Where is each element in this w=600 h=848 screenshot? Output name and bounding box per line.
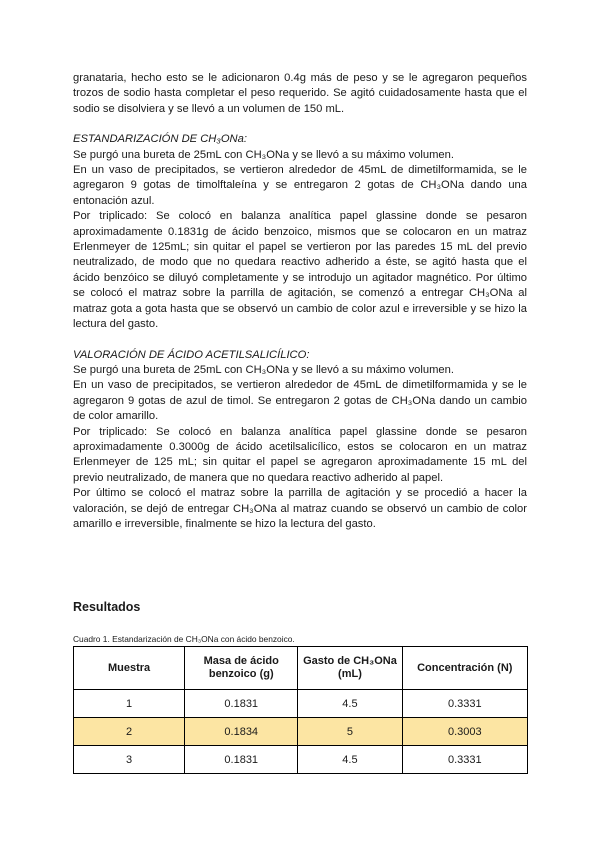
cell-sample: 1 — [74, 690, 185, 718]
cell-volume: 4.5 — [298, 690, 402, 718]
cell-sample: 2 — [74, 718, 185, 746]
cell-volume: 4.5 — [298, 746, 402, 774]
cell-concentration: 0.3331 — [402, 746, 527, 774]
titration-heading: VALORACIÓN DE ÁCIDO ACETILSALICÍLICO: — [73, 348, 310, 361]
standardization-step-3: Por triplicado: Se colocó en balanza analítica papel glassine donde se pesaron aproximadamente 0.1831g de ácido benzoico, mismos que se colocaron en un matraz Erlenmeyer de 125mL; sin quitar el papel se vertieron por las paredes 15 mL del previo neutralizado, de modo que no quedara reactivo adherido a éste, se agitó hasta que el ácido benzóico se diluyó completamente y se introdujo un agitador magnético. Por último se colocó el matraz sobre la parrilla de agitación, se comenzó a entregar CH₃ONa al matraz gota a gota hasta que se observó un cambio de color azul e irreversible y se hizo la lectura del gasto. — [73, 210, 527, 331]
standardization-step-2: En un vaso de precipitados, se vertieron alrededor de 45mL de dimetilformamida, se le agregaron 9 gotas de timolftaleína y se entregaron 2 gotas de CH₃ONa dando una entonación azul. — [73, 164, 527, 207]
header-mass: Masa de ácido benzoico (g) — [185, 647, 298, 690]
header-sample: Muestra — [74, 647, 185, 690]
standardization-step-1: Se purgó una bureta de 25mL con CH₃ONa y se llevó a su máximo volumen. — [73, 148, 454, 161]
cell-mass: 0.1831 — [185, 690, 298, 718]
table-header-row — [74, 647, 528, 690]
table-row — [74, 690, 528, 718]
cell-concentration: 0.3331 — [402, 690, 527, 718]
titration-step-2: En un vaso de precipitados, se vertieron alrededor de 45mL de dimetilformamida y se le agregaron 9 gotas de azul de timol. Se entregaron 2 gotas de CH₃ONa dando un cambio de color amarillo. — [73, 379, 527, 423]
intro-paragraph: granataria, hecho esto se le adicionaron 0.4g más de peso y se le agregaron pequeños trozos de sodio hasta completar el peso requerido. Se agitó cuidadosamente hasta que el sodio se disolviera y se llevó a un volumen de 150 mL. — [73, 72, 527, 115]
titration-step-1: Se purgó una bureta de 25mL con CH₃ONa y se llevó a su máximo volumen. — [73, 363, 454, 376]
titration-step-3: Por triplicado: Se colocó en balanza analítica papel glassine donde se pesaron aproximadamente 0.3000g de ácido acetilsalicílico, estos se colocaron en un matraz Erlenmeyer de 125 mL; sin quitar el papel se agregaron aproximadamente 15 mL del previo neutralizado, de manera que no quedara reactivo adherido al papel. — [73, 425, 527, 484]
titration-step-4: Por último se colocó el matraz sobre la parrilla de agitación y se procedió a hacer la valoración, se dejó de entregar CH₃ONa al matraz cuando se observó un cambio de color amarillo e irreversible, finalmente se hizo la lectura del gasto. — [73, 487, 527, 530]
results-heading: Resultados — [73, 600, 141, 614]
cell-sample: 3 — [74, 746, 185, 774]
table-row — [74, 746, 528, 774]
standardization-heading: ESTANDARIZACIÓN DE CH₃ONa: — [73, 133, 247, 146]
cell-concentration: 0.3003 — [402, 718, 527, 746]
results-table — [73, 646, 528, 774]
cell-volume: 5 — [298, 718, 402, 746]
cell-mass: 0.1831 — [185, 746, 298, 774]
header-volume: Gasto de CH₃ONa (mL) — [298, 647, 402, 690]
table-row-highlighted — [74, 718, 528, 746]
cell-mass: 0.1834 — [185, 718, 298, 746]
table-caption: Cuadro 1. Estandarización de CH₃ONa con ácido benzoico. — [73, 634, 295, 644]
header-concentration: Concentración (N) — [402, 647, 527, 690]
body-text — [73, 71, 527, 532]
